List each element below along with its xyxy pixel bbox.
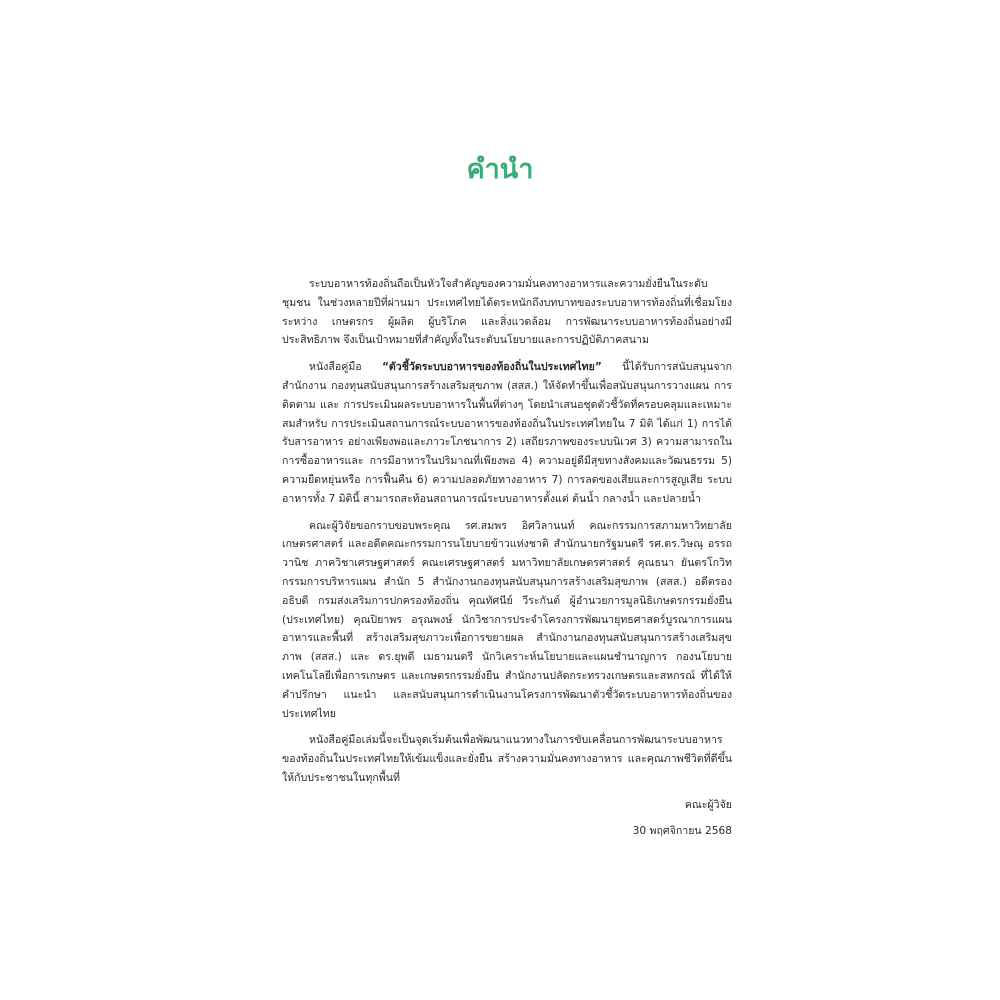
paragraph-closing: หนังสือคู่มือเล่มนี้จะเป็นจุดเริ่มต้นเพื่อพัฒนาแนวทางในการขับเคลื่อนการพัฒนาระบบอาหาร ของท้องถิ่นในประเทศไทยให้เข้มแข็งและยั่งยืน สร้างความมั่นคงทางอาหาร และคุณภาพชีวิตที่ดีขึ้น ให้กับประชาชนในทุกพื้นที่ [282, 734, 732, 784]
paragraph-handbook-prefix: หนังสือคู่มือ [309, 361, 382, 374]
paragraph-intro: ระบบอาหารท้องถิ่นถือเป็นหัวใจสำคัญของความมั่นคงทางอาหารและความยั่งยืนในระดับชุมชน ในช่วงหลายปีที่ผ่านมา ประเทศไทยได้ตระหนักถึงบทบาทของระบบอาหารท้องถิ่นที่เชื่อมโยงระหว่าง เกษตรกร ผู้ผลิต ผู้บริโภค และสิ่งแวดล้อม การพัฒนาระบบอาหารท้องถิ่นอย่างมีประสิทธิภาพ จึงเป็นเป้าหมายที่สำคัญทั้งในระดับนโยบายและการปฏิบัติภาคสนาม [282, 278, 732, 347]
page-title: คำนำ [466, 154, 534, 185]
handbook-title-bold: “ตัวชี้วัดระบบอาหารของท้องถิ่นในประเทศไทย” [381, 361, 602, 374]
paragraph-handbook [282, 358, 732, 508]
paragraph-handbook-rest: นี้ได้รับการสนับสนุนจากสำนักงาน กองทุนสนับสนุนการสร้างเสริมสุขภาพ (สสส.) ให้จัดทำขึ้นเพื่อสนับสนุนการวางแผน การติดตาม และ การประเมินผลระบบอาหารในพื้นที่ต่างๆ โดยนำเสนอชุดตัวชี้วัดที่ครอบคลุมและเหมาะสมสำหรับ การประเมินสถานการณ์ระบบอาหารของท้องถิ่นในประเทศไทยใน 7 มิติ ได้แก่ 1) การได้รับสารอาหาร อย่างเพียงพอและภาวะโภชนาการ 2) เสถียรภาพของระบบนิเวศ 3) ความสามารถในการซื้ออาหารและ การมีอาหารในปริมาณที่เพียงพอ 4) ความอยู่ดีมีสุขทางสังคมและวัฒนธรรม 5) ความยืดหยุ่นหรือ การฟื้นคืน 6) ความปลอดภัยทางอาหาร 7) การลดของเสียและการสูญเสีย ระบบอาหารทั้ง 7 มิตินี้ สามารถสะท้อนสถานการณ์ระบบอาหารตั้งแต่ ต้นน้ำ กลางน้ำ และปลายน้ำ [282, 361, 732, 505]
paragraph-acknowledgement: คณะผู้วิจัยขอกราบขอบพระคุณ รศ.สมพร อิศวิลานนท์ คณะกรรมการสภามหาวิทยาลัย เกษตรศาสตร์ และอดีตคณะกรรมการนโยบายข้าวแห่งชาติ สำนักนายกรัฐมนตรี รศ.ดร.วิษณุ อรรถวานิช ภาควิชาเศรษฐศาสตร์ คณะเศรษฐศาสตร์ มหาวิทยาลัยเกษตรศาสตร์ คุณธนา ยันตรโกวิท กรรมการบริหารแผน สำนัก 5 สำนักงานกองทุนสนับสนุนการสร้างเสริมสุขภาพ (สสส.) อดีตรองอธิบดี กรมส่งเสริมการปกครองท้องถิ่น คุณทัศนีย์ วีระกันต์ ผู้อำนวยการมูลนิธิเกษตรกรรมยั่งยืน (ประเทศไทย) คุณปิยาพร อรุณพงษ์ นักวิชาการประจำโครงการพัฒนายุทธศาสตร์บูรณาการแผนอาหารและพื้นที่ สร้างเสริมสุขภาวะเพื่อการขยายผล สำนักงานกองทุนสนับสนุนการสร้างเสริมสุขภาพ (สสส.) และ ดร.ยุพดี เมธามนตรี นักวิเคราะห์นโยบายและแผนชำนาญการ กองนโยบายเทคโนโลยีเพื่อการเกษตร และเกษตรกรรมยั่งยืน สำนักงานปลัดกระทรวงเกษตรและสหกรณ์ ที่ได้ให้คำปรึกษา แนะนำ และสนับสนุนการดำเนินงานโครงการพัฒนาตัวชี้วัดระบบอาหารท้องถิ่นของประเทศไทย [282, 519, 732, 720]
document-body [282, 275, 732, 796]
signature-name: คณะผู้วิจัย [684, 799, 732, 811]
signature-date: 30 พฤศจิกายน 2568 [632, 825, 732, 837]
